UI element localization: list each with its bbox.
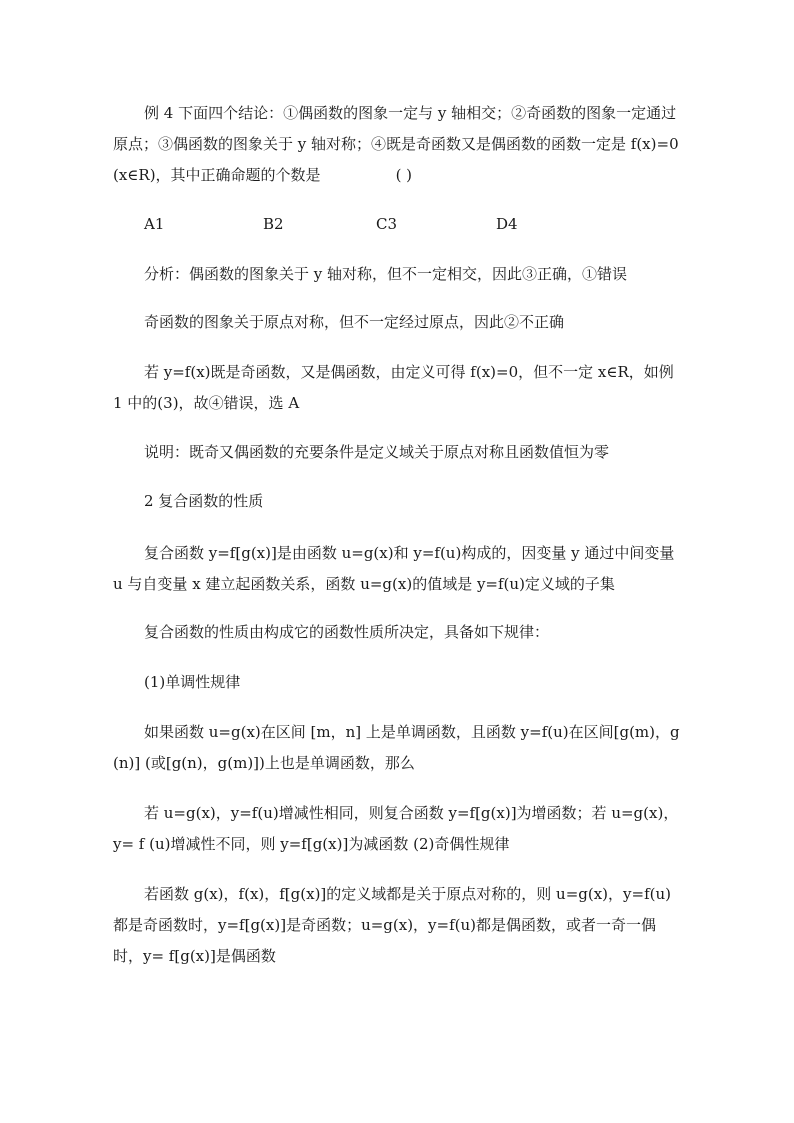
- paragraph-explanation: 说明：既奇又偶函数的充要条件是定义域关于原点对称且函数值恒为零: [144, 443, 610, 461]
- paragraph-example-4: [113, 98, 685, 191]
- choice-c: C3: [376, 215, 398, 233]
- choice-a: A1: [144, 215, 165, 233]
- paragraph-analysis: 分析：偶函数的图象关于 y 轴对称，但不一定相交，因此③正确，①错误: [144, 265, 628, 283]
- choice-d: D4: [496, 215, 518, 233]
- example-4-text: 例 4 下面四个结论：①偶函数的图象一定与 y 轴相交；②奇函数的图象一定通过原点；③偶函数的图象关于 y 轴对称；④既是奇函数又是偶函数的函数一定是 f(x)=0(x∈R)，其中正确命题的个数是: [113, 104, 679, 184]
- answer-choices: [144, 209, 644, 240]
- subheading-monotonicity: (1)单调性规律: [144, 673, 241, 691]
- paragraph-both-odd-even: 若 y=f(x)既是奇函数，又是偶函数，由定义可得 f(x)=0，但不一定 x∈R，如例 1 中的(3)，故④错误，选 A: [113, 363, 674, 412]
- section-heading-composite: 2 复合函数的性质: [144, 492, 264, 510]
- paragraph-monotonic-condition: 如果函数 u=g(x)在区间 [m，n] 上是单调函数，且函数 y=f(u)在区间[g(m)，g(n)] (或[g(n)，g(m)])上也是单调函数，那么: [113, 723, 680, 772]
- paragraph-composite-properties: 复合函数的性质由构成它的函数性质所决定，具备如下规律：: [144, 623, 550, 641]
- paragraph-monotonic-rule: 若 u=g(x)，y=f(u)增减性相同，则复合函数 y=f[g(x)]为增函数；若 u=g(x)，y= f (u)增减性不同，则 y=f[g(x)]为减函数 (2)奇偶性规律: [113, 804, 679, 853]
- paragraph-composite-definition: 复合函数 y=f[g(x)]是由函数 u=g(x)和 y=f(u)构成的，因变量 y 通过中间变量 u 与自变量 x 建立起函数关系，函数 u=g(x)的值域是 y=f(u)定义域的子集: [113, 544, 675, 593]
- answer-blank: ( ): [395, 166, 413, 184]
- paragraph-odd-function: 奇函数的图象关于原点对称，但不一定经过原点，因此②不正确: [144, 313, 565, 331]
- choice-b: B2: [263, 215, 284, 233]
- paragraph-parity-rule: 若函数 g(x)，f(x)，f[g(x)]的定义域都是关于原点对称的，则 u=g(x)，y=f(u)都是奇函数时，y=f[g(x)]是奇函数；u=g(x)，y=f(u)都是偶函数，或者一奇一偶时，y= f[g(x)]是偶函数: [113, 885, 671, 965]
